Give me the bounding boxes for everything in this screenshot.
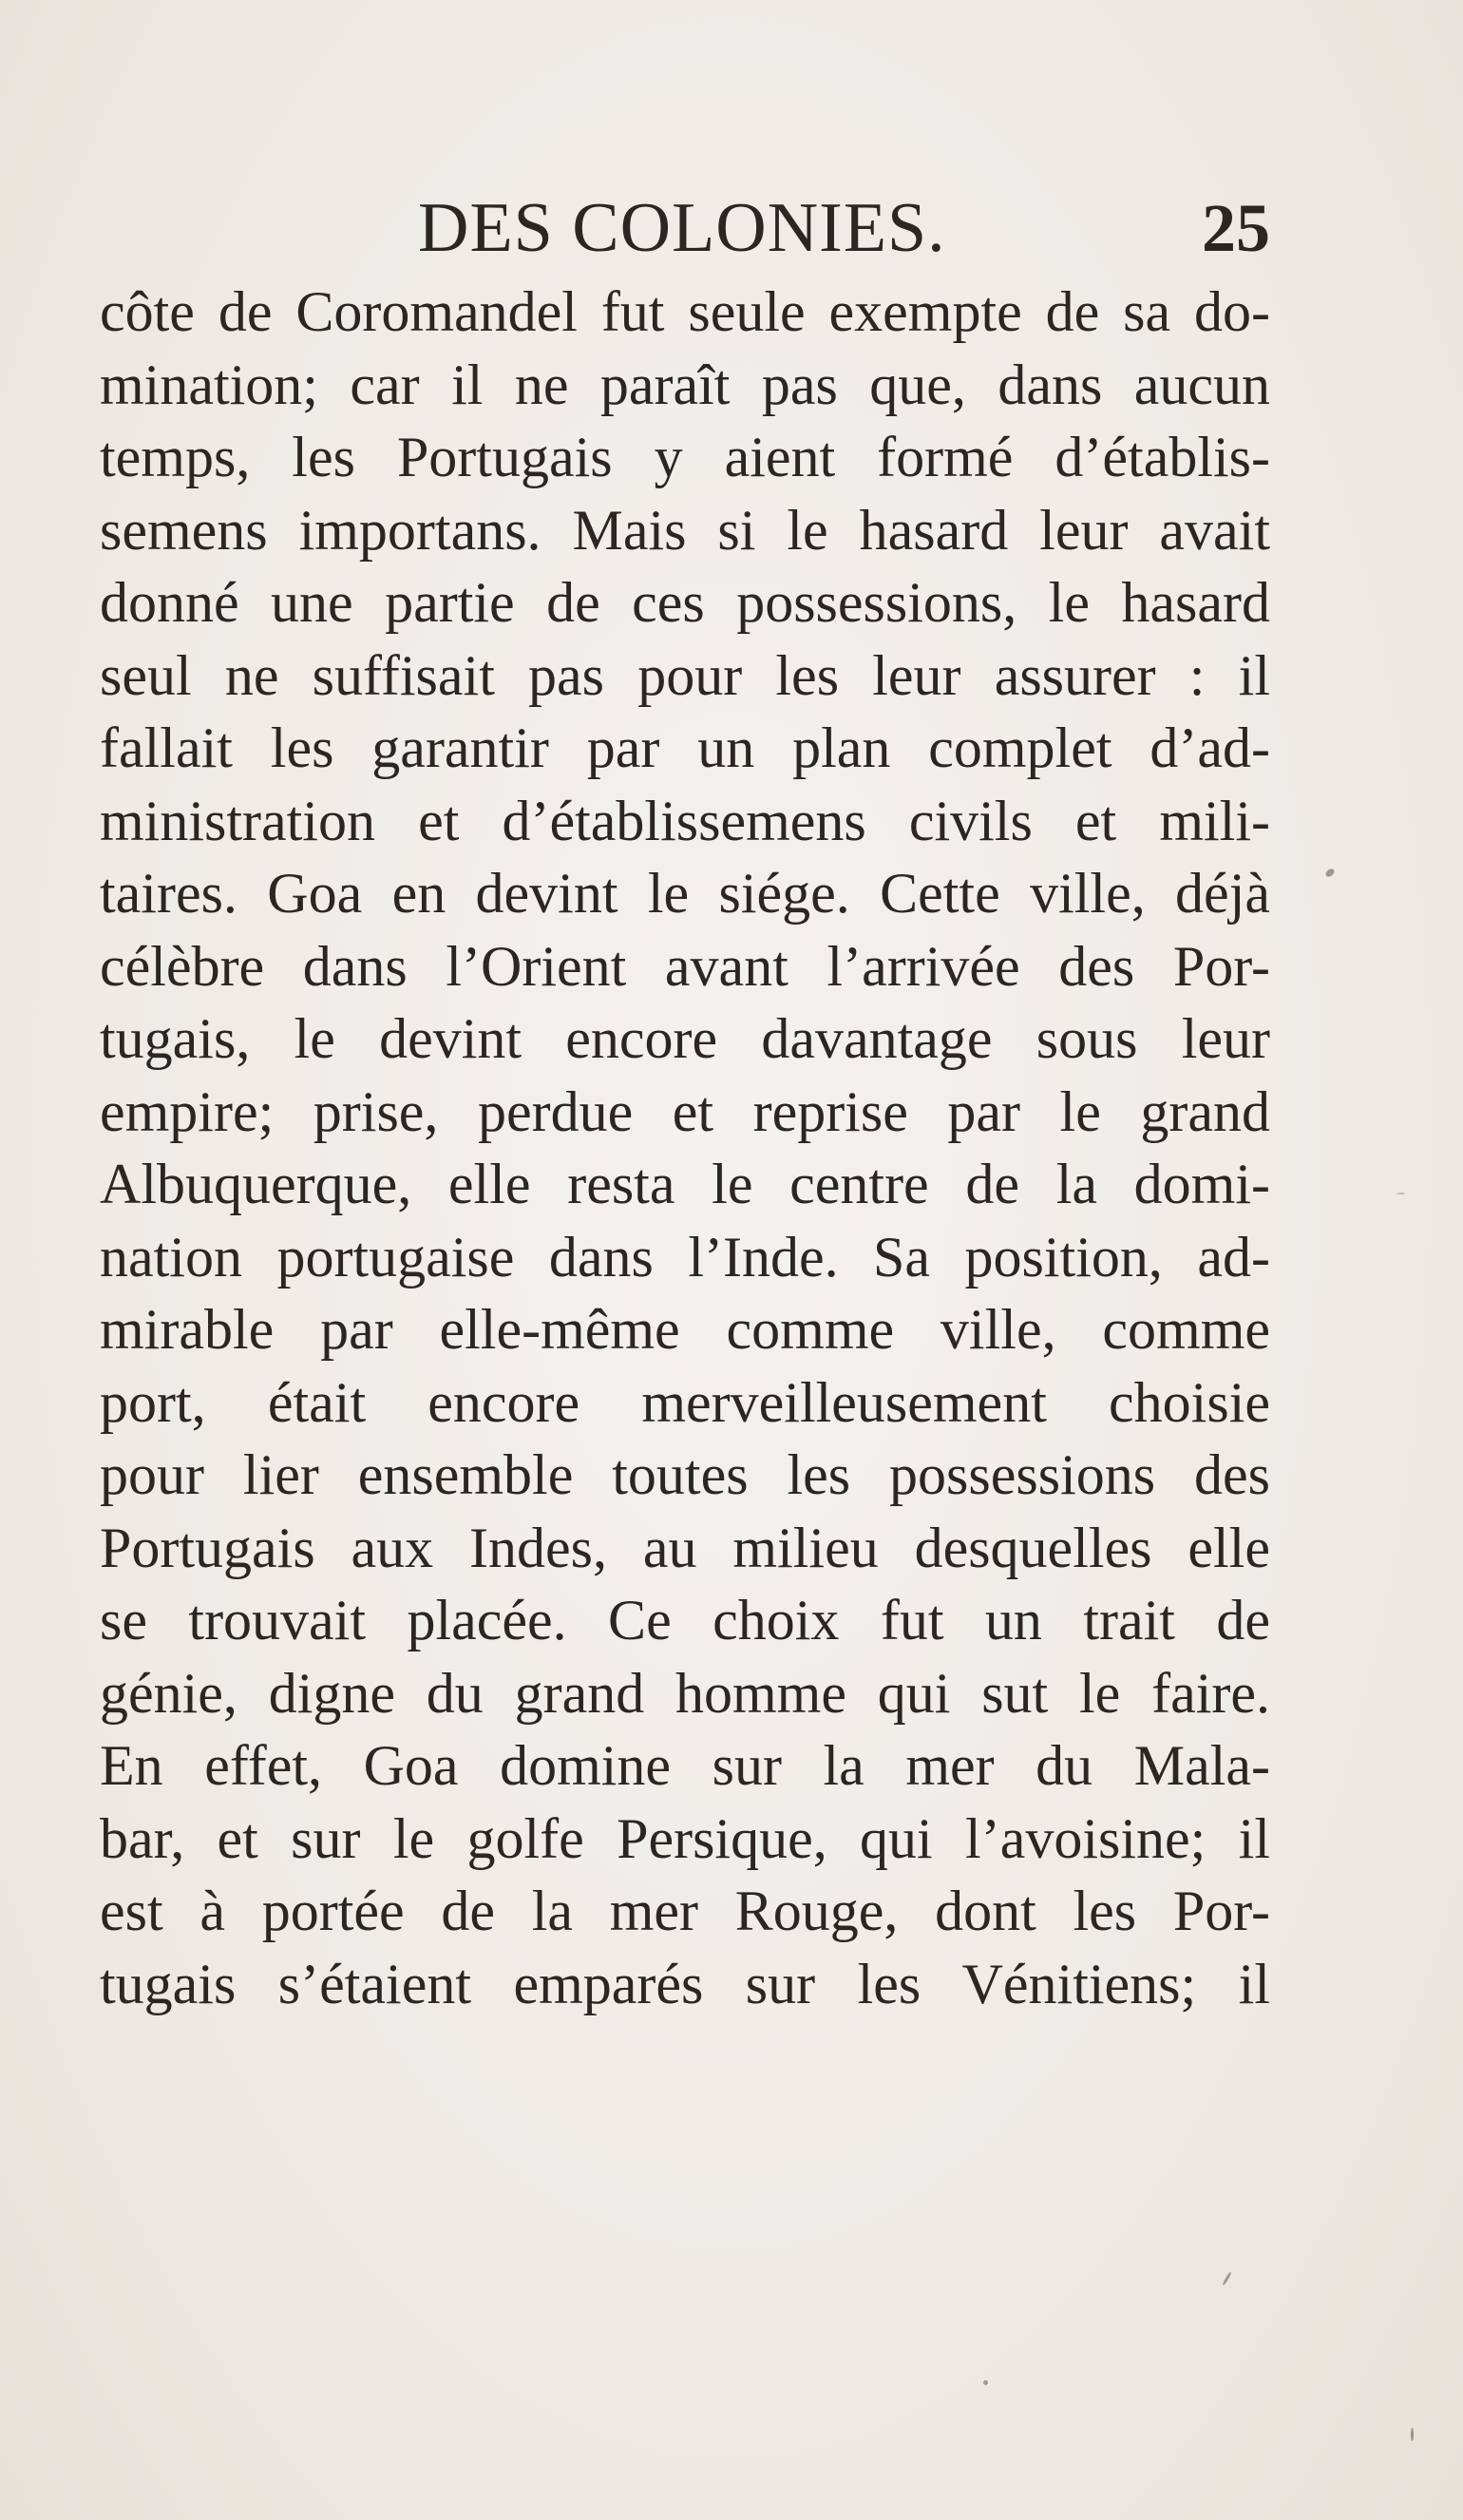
text-line: port, était encore merveilleusement choisie [100, 1370, 1270, 1434]
running-head: DES COLONIES. [418, 189, 946, 267]
text-line: fallait les garantir par un plan complet d’ad- [100, 716, 1270, 779]
paper-speck [1324, 868, 1336, 879]
text-line: donné une partie de ces possessions, le hasard [100, 571, 1270, 634]
text-line: tugais, le devint encore davantage sous leur [100, 1007, 1270, 1070]
text-line: nation portugaise dans l’Inde. Sa position, ad- [100, 1225, 1270, 1289]
text-line: est à portée de la mer Rouge, dont les Por- [100, 1880, 1270, 1942]
text-line: Albuquerque, elle resta le centre de la domi- [100, 1153, 1270, 1215]
text-line: semens importans. Mais si le hasard leur avait [100, 498, 1270, 562]
text-line: génie, digne du grand homme qui sut le faire. [100, 1661, 1270, 1725]
text-line: Portugais aux Indes, au milieu desquelles elle [100, 1516, 1270, 1579]
paper-speck [983, 2380, 988, 2385]
text-line: En effet, Goa domine sur la mer du Mala- [100, 1734, 1270, 1797]
text-line: empire; prise, perdue et reprise par le grand [100, 1079, 1270, 1143]
text-line: célèbre dans l’Orient avant l’arrivée des Por- [100, 934, 1270, 998]
text-line: côte de Coromandel fut seule exempte de sa do- [100, 280, 1270, 343]
text-line: temps, les Portugais y aient formé d’établis- [100, 426, 1270, 488]
text-line: seul ne suffisait pas pour les leur assurer : il [100, 643, 1270, 707]
text-line: se trouvait placée. Ce choix fut un trait de [100, 1589, 1270, 1651]
page-header [100, 190, 1270, 266]
text-line: mination; car il ne paraît pas que, dans aucun [100, 353, 1270, 416]
text-line: mirable par elle-même comme ville, comme [100, 1298, 1270, 1361]
paper-speck [1411, 2428, 1414, 2441]
paper-speck [1222, 2271, 1232, 2285]
body-text [100, 276, 1270, 2020]
text-line: ministration et d’établissemens civils et mili- [100, 789, 1270, 852]
text-line: pour lier ensemble toutes les possessions des [100, 1443, 1270, 1506]
text-line: bar, et sur le golfe Persique, qui l’avoisine; il [100, 1806, 1270, 1870]
text-line: tugais s’étaient emparés sur les Vénitiens; il [100, 1952, 1270, 2015]
paper-speck [1396, 1193, 1405, 1194]
text-line: taires. Goa en devint le siége. Cette ville, déjà [100, 862, 1270, 925]
page-number: 25 [1202, 190, 1270, 266]
